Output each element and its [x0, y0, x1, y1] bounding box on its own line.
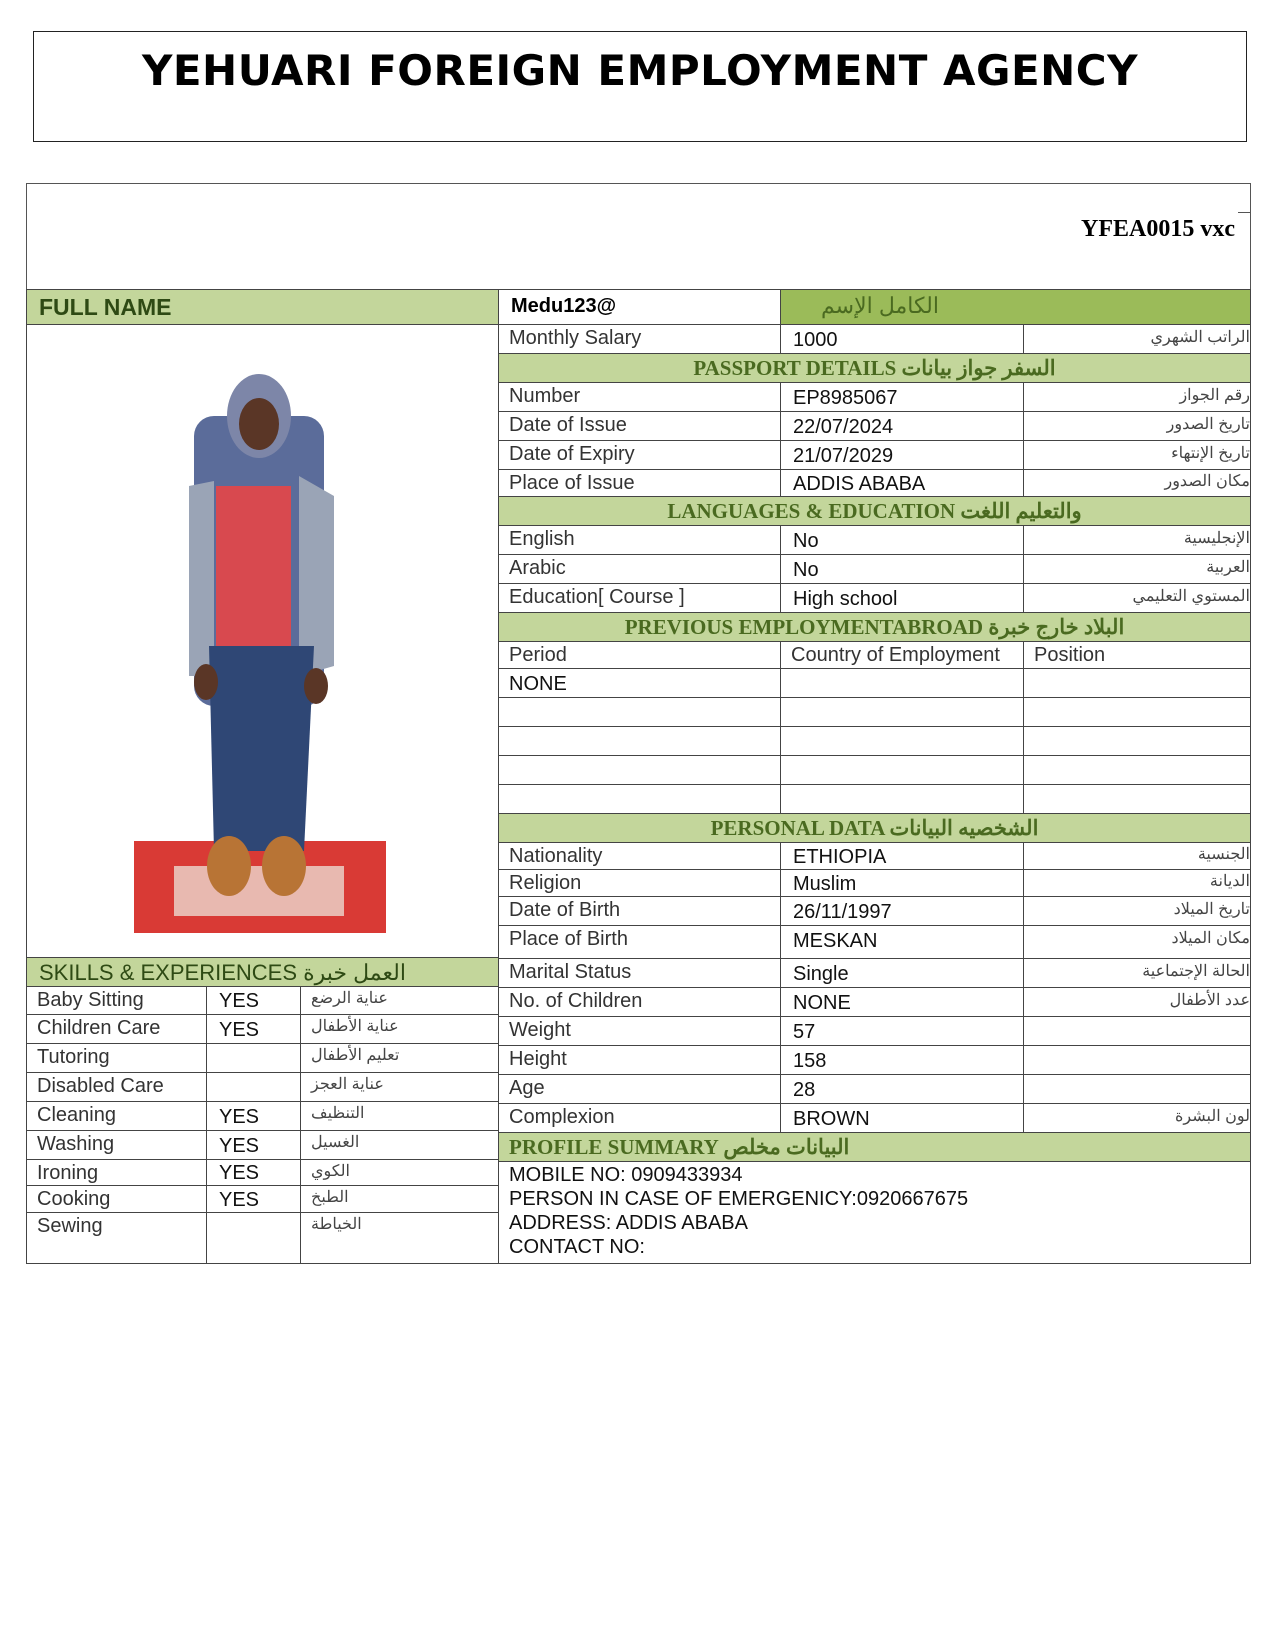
full-name-value: Medu123@: [498, 289, 781, 325]
weight-arabic: [1023, 1016, 1251, 1046]
religion-arabic: الديانة: [1023, 869, 1251, 897]
weight-label: Weight: [498, 1016, 781, 1046]
profile-summary-heading: PROFILE SUMMARY البيانات مخلص: [498, 1132, 1251, 1162]
skill-disabled-care-value: [206, 1072, 301, 1102]
place-of-birth-arabic: مكان الميلاد: [1023, 925, 1251, 959]
salary-arabic: الراتب الشهري: [1023, 324, 1251, 354]
education-label: Education[ Course ]: [498, 583, 781, 613]
date-of-issue-label: Date of Issue: [498, 411, 781, 441]
place-of-issue-arabic: مكان الصدور: [1023, 469, 1251, 497]
weight-value: 57: [780, 1016, 1024, 1046]
place-of-issue-value: ADDIS ABABA: [780, 469, 1024, 497]
date-of-birth-arabic: تاريخ الميلاد: [1023, 896, 1251, 926]
employment-row-empty: [780, 726, 1024, 756]
age-arabic: [1023, 1074, 1251, 1104]
skill-sewing-label: Sewing: [26, 1212, 207, 1264]
skill-ironing-value: YES: [206, 1159, 301, 1186]
skill-cooking-arabic: الطبخ: [300, 1185, 499, 1213]
age-value: 28: [780, 1074, 1024, 1104]
date-of-expiry-value: 21/07/2029: [780, 440, 1024, 470]
agency-title: YEHUARI FOREIGN EMPLOYMENT AGENCY: [141, 46, 1139, 95]
skill-washing-value: YES: [206, 1130, 301, 1160]
skill-baby-sitting-label: Baby Sitting: [26, 986, 207, 1015]
employment-row-empty: [780, 755, 1024, 785]
agency-title-box: [33, 31, 1247, 142]
english-arabic: الإنجليسية: [1023, 525, 1251, 555]
nationality-value: ETHIOPIA: [780, 842, 1024, 870]
arabic-arabic: العربية: [1023, 554, 1251, 584]
arabic-label: Arabic: [498, 554, 781, 584]
education-arabic: المستوي التعليمي: [1023, 583, 1251, 613]
salary-label: Monthly Salary: [498, 324, 781, 354]
religion-value: Muslim: [780, 869, 1024, 897]
marital-status-label: Marital Status: [498, 958, 781, 988]
date-of-issue-arabic: تاريخ الصدور: [1023, 411, 1251, 441]
skill-cooking-label: Cooking: [26, 1185, 207, 1213]
nationality-arabic: الجنسية: [1023, 842, 1251, 870]
complexion-arabic: لون البشرة: [1023, 1103, 1251, 1133]
passport-heading: PASSPORT DETAILS السفر جواز بيانات: [498, 353, 1251, 383]
passport-number-value: EP8985067: [780, 382, 1024, 412]
reference-code: YFEA0015 vxc: [1081, 216, 1235, 242]
skill-ironing-label: Ironing: [26, 1159, 207, 1186]
place-of-birth-label: Place of Birth: [498, 925, 781, 959]
children-label: No. of Children: [498, 987, 781, 1017]
skill-cleaning-arabic: التنظيف: [300, 1101, 499, 1131]
employment-col-period: Period: [498, 641, 781, 669]
employment-row-empty: [780, 697, 1024, 727]
employment-row-empty: [1023, 784, 1251, 814]
skill-ironing-arabic: الكوي: [300, 1159, 499, 1186]
skill-disabled-care-label: Disabled Care: [26, 1072, 207, 1102]
employment-row-empty: [1023, 726, 1251, 756]
date-of-issue-value: 22/07/2024: [780, 411, 1024, 441]
education-value: High school: [780, 583, 1024, 613]
height-arabic: [1023, 1045, 1251, 1075]
employment-row-empty: [498, 726, 781, 756]
children-value: NONE: [780, 987, 1024, 1017]
complexion-value: BROWN: [780, 1103, 1024, 1133]
skill-children-care-label: Children Care: [26, 1014, 207, 1044]
skill-cooking-value: YES: [206, 1185, 301, 1213]
marital-status-arabic: الحالة الإجتماعية: [1023, 958, 1251, 988]
employment-row-empty: [498, 784, 781, 814]
employment-col-country: Country of Employment: [780, 641, 1024, 669]
candidate-photo-icon: [134, 346, 386, 933]
employment-row-position: [1023, 668, 1251, 698]
full-name-arabic: الكامل الإسم: [780, 289, 1251, 325]
date-of-expiry-label: Date of Expiry: [498, 440, 781, 470]
employment-row-empty: [498, 755, 781, 785]
skill-sewing-arabic: الخياطة: [300, 1212, 499, 1264]
summary-emergency: PERSON IN CASE OF EMERGENICY:0920667675: [509, 1188, 969, 1210]
employment-heading: PREVIOUS EMPLOYMENTABROAD البلاد خارج خبرة: [498, 612, 1251, 642]
place-of-issue-label: Place of Issue: [498, 469, 781, 497]
skill-baby-sitting-arabic: عناية الرضع: [300, 986, 499, 1015]
height-label: Height: [498, 1045, 781, 1075]
english-label: English: [498, 525, 781, 555]
employment-row-empty: [780, 784, 1024, 814]
profile-summary-body: [498, 1161, 1251, 1264]
skill-sewing-value: [206, 1212, 301, 1264]
candidate-photo: [134, 346, 386, 933]
employment-row-empty: [1023, 697, 1251, 727]
employment-row-country: [780, 668, 1024, 698]
age-label: Age: [498, 1074, 781, 1104]
skill-baby-sitting-value: YES: [206, 986, 301, 1015]
full-name-label: FULL NAME: [26, 289, 499, 325]
salary-value: 1000: [780, 324, 1024, 354]
languages-heading: LANGUAGES & EDUCATION والتعليم اللغت: [498, 496, 1251, 526]
summary-mobile: MOBILE NO: 0909433934: [509, 1164, 743, 1186]
children-arabic: عدد الأطفال: [1023, 987, 1251, 1017]
height-value: 158: [780, 1045, 1024, 1075]
complexion-label: Complexion: [498, 1103, 781, 1133]
passport-number-label: Number: [498, 382, 781, 412]
summary-address: ADDRESS: ADDIS ABABA: [509, 1212, 748, 1234]
nationality-label: Nationality: [498, 842, 781, 870]
employment-row-empty: [1023, 755, 1251, 785]
employment-row-period: NONE: [498, 668, 781, 698]
religion-label: Religion: [498, 869, 781, 897]
employment-row-empty: [498, 697, 781, 727]
place-of-birth-value: MESKAN: [780, 925, 1024, 959]
skill-disabled-care-arabic: عناية العجز: [300, 1072, 499, 1102]
skill-children-care-arabic: عناية الأطفال: [300, 1014, 499, 1044]
passport-number-arabic: رقم الجواز: [1023, 382, 1251, 412]
skill-cleaning-value: YES: [206, 1101, 301, 1131]
summary-contact: CONTACT NO:: [509, 1236, 645, 1258]
personal-heading: PERSONAL DATA الشخصيه البيانات: [498, 813, 1251, 843]
english-value: No: [780, 525, 1024, 555]
skills-heading: SKILLS & EXPERIENCES العمل خبرة: [26, 957, 499, 987]
frame-tick: [1238, 212, 1251, 213]
skill-washing-arabic: الغسيل: [300, 1130, 499, 1160]
skill-tutoring-arabic: تعليم الأطفال: [300, 1043, 499, 1073]
arabic-value: No: [780, 554, 1024, 584]
skill-tutoring-value: [206, 1043, 301, 1073]
date-of-birth-value: 26/11/1997: [780, 896, 1024, 926]
skill-cleaning-label: Cleaning: [26, 1101, 207, 1131]
marital-status-value: Single: [780, 958, 1024, 988]
skill-washing-label: Washing: [26, 1130, 207, 1160]
date-of-expiry-arabic: تاريخ الإنتهاء: [1023, 440, 1251, 470]
skill-children-care-value: YES: [206, 1014, 301, 1044]
employment-col-position: Position: [1023, 641, 1251, 669]
date-of-birth-label: Date of Birth: [498, 896, 781, 926]
skill-tutoring-label: Tutoring: [26, 1043, 207, 1073]
